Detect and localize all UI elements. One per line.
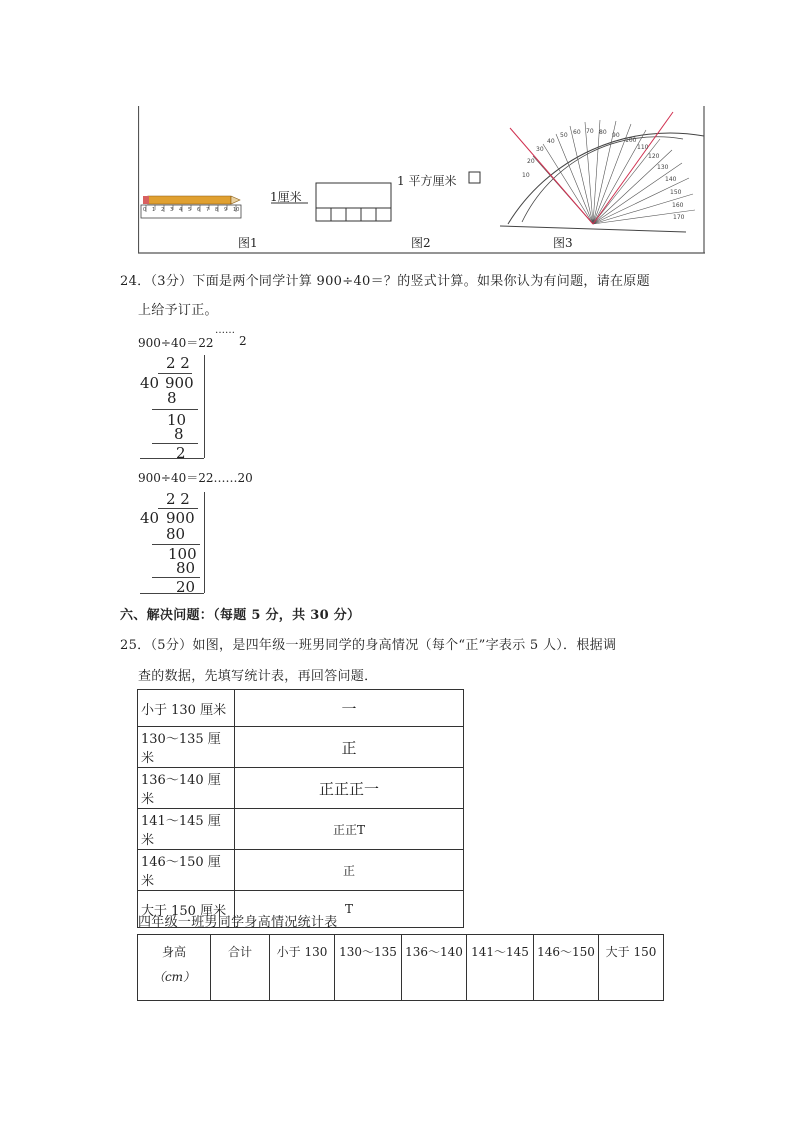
calc2-base-line	[140, 593, 204, 594]
protractor-label: 140	[665, 176, 677, 183]
table-row	[138, 850, 464, 891]
calc2-step: 100	[168, 545, 197, 563]
tally-label: 大于 150 厘米	[138, 891, 235, 928]
q25-text-line2: 查的数据，先填写统计表，再回答问题．	[138, 669, 378, 684]
calc2-equation: 900÷40＝22……20	[138, 471, 253, 485]
tally-marks: 正正T	[235, 809, 464, 850]
stat-header: 合计	[211, 935, 270, 1001]
calc2-dividend: 900	[166, 509, 195, 527]
protractor-label: 110	[637, 144, 649, 151]
stat-table	[137, 934, 664, 1001]
calc1-divisor: 40	[140, 374, 160, 392]
calc1-step: 10	[167, 411, 187, 429]
tally-label: 136～140 厘米	[138, 768, 235, 809]
calc1-dots: ……	[215, 325, 235, 336]
stat-header: 小于 130	[270, 935, 335, 1001]
calc1-quotient: 2 2	[166, 354, 190, 372]
calc1-dividend: 900	[165, 374, 194, 392]
protractor-label: 130	[657, 164, 669, 171]
calc1-margin-line	[204, 355, 205, 458]
calc2-step: 20	[176, 578, 196, 596]
protractor-label: 170	[673, 214, 685, 221]
ruler-tick: 8	[215, 207, 219, 213]
protractor-label: 20	[527, 158, 535, 165]
ruler-tick: 0	[143, 207, 147, 213]
tally-label: 141～145 厘米	[138, 809, 235, 850]
calc1-rule	[152, 409, 198, 410]
calc2-margin-line	[204, 492, 205, 593]
ruler-tick: 10	[233, 207, 240, 213]
fig2-caption: 图2	[411, 236, 431, 250]
tally-label: 小于 130 厘米	[138, 690, 235, 727]
calc1-step: 8	[167, 389, 177, 407]
tally-marks: T	[235, 891, 464, 928]
calc2-step: 80	[176, 559, 196, 577]
q24-text-line1: 24．（3分）下面是两个同学计算 900÷40＝？的竖式计算。如果你认为有问题，请在原题	[120, 274, 650, 289]
stat-header: 141～145	[467, 935, 534, 1001]
tally-marks: 正正正一	[235, 768, 464, 809]
protractor-label: 10	[522, 172, 530, 179]
ruler-tick: 6	[197, 207, 201, 213]
protractor-label: 90	[612, 132, 620, 139]
fig2-area-label: 1 平方厘米	[397, 174, 457, 188]
stat-header: 130～135	[335, 935, 402, 1001]
ruler-tick: 9	[224, 207, 228, 213]
stat-header-unit: （cm）	[152, 970, 196, 984]
tally-table	[137, 689, 464, 928]
protractor-label: 50	[560, 132, 568, 139]
stat-header: 大于 150	[599, 935, 664, 1001]
stat-header: 136～140	[402, 935, 467, 1001]
fig3-caption: 图3	[553, 236, 573, 250]
table-row	[138, 727, 464, 768]
ruler-tick: 4	[179, 207, 183, 213]
protractor-label: 160	[672, 202, 684, 209]
protractor-label: 60	[573, 129, 581, 136]
protractor-label: 150	[670, 189, 682, 196]
fig1-caption: 图1	[238, 236, 258, 250]
calc2-divisor: 40	[140, 509, 160, 527]
tally-marks: 正	[235, 727, 464, 768]
calc2-step: 80	[166, 525, 186, 543]
fig2-unit-label: 1厘米	[270, 190, 302, 204]
calc1-step: 8	[174, 425, 184, 443]
calc1-remainder: 2	[239, 334, 247, 348]
protractor-label: 30	[536, 146, 544, 153]
table-row	[138, 768, 464, 809]
ruler-tick: 7	[206, 207, 210, 213]
table-row	[138, 809, 464, 850]
tally-label: 146～150 厘米	[138, 850, 235, 891]
ruler-tick: 1	[152, 207, 156, 213]
calc1-base-line	[140, 458, 204, 459]
stat-header: 身高	[161, 945, 186, 959]
ruler-tick: 3	[170, 207, 174, 213]
tally-label: 130～135 厘米	[138, 727, 235, 768]
protractor-label: 70	[586, 128, 594, 135]
stat-table-title: 四年级一班男同学身高情况统计表	[138, 915, 338, 930]
stat-header: 146～150	[534, 935, 599, 1001]
protractor-label: 120	[648, 153, 660, 160]
ruler-tick: 5	[188, 207, 192, 213]
calc1-equation: 900÷40＝22	[138, 336, 214, 350]
calc1-step: 2	[176, 444, 186, 462]
ruler-tick-labels	[143, 207, 247, 215]
section6-title: 六、解决问题：（每题 5 分，共 30 分）	[120, 608, 361, 623]
table-row	[138, 935, 664, 1001]
table-row	[138, 690, 464, 727]
calc2-quotient: 2 2	[166, 490, 190, 508]
ruler-tick: 2	[161, 207, 165, 213]
q25-text-line1: 25．（5分）如图，是四年级一班男同学的身高情况（每个“正”字表示 5 人）．根据调	[120, 638, 617, 653]
tally-marks: 一	[235, 690, 464, 727]
protractor-labels	[505, 110, 705, 240]
tally-marks: 正	[235, 850, 464, 891]
q24-text-line2: 上给予订正。	[138, 303, 218, 318]
calc1-rule	[152, 443, 198, 444]
protractor-label: 40	[547, 138, 555, 145]
protractor-label: 100	[625, 137, 637, 144]
protractor-label: 80	[599, 129, 607, 136]
stat-header-height	[138, 935, 211, 1001]
